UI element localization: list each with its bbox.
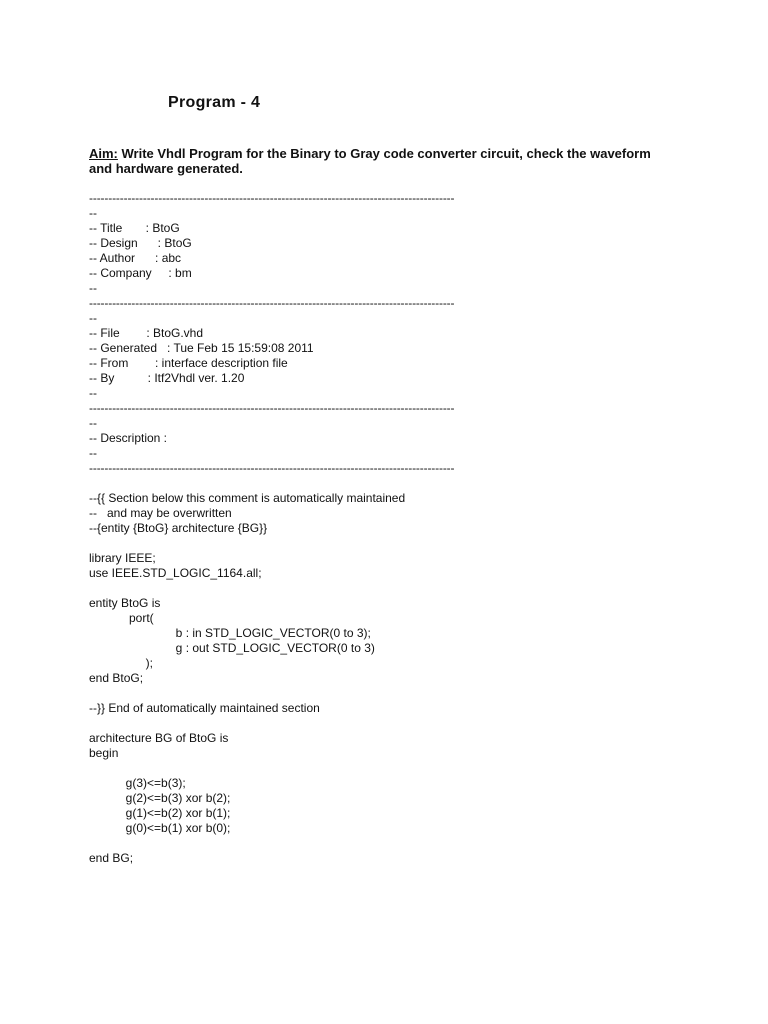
aim-label: Aim:	[89, 146, 118, 161]
code-line: b : in STD_LOGIC_VECTOR(0 to 3);	[89, 626, 371, 640]
code-line: g(1)<=b(2) xor b(1);	[89, 806, 231, 820]
code-line: g(3)<=b(3);	[89, 776, 186, 790]
code-line: --}} End of automatically maintained section	[89, 701, 320, 715]
code-line: -----------------------------------------------------------------------------------------------	[89, 296, 455, 310]
code-line: --	[89, 416, 97, 430]
code-line: --	[89, 311, 97, 325]
code-line	[89, 686, 729, 701]
code-line: g : out STD_LOGIC_VECTOR(0 to 3)	[89, 641, 375, 655]
code-line: --{{ Section below this comment is automatically maintained	[89, 491, 406, 505]
code-line: -- and may be overwritten	[89, 506, 232, 520]
code-line	[89, 716, 729, 731]
code-line: --{entity {BtoG} architecture {BG}}	[89, 521, 268, 535]
code-line: --	[89, 386, 97, 400]
aim-paragraph	[89, 146, 669, 176]
code-line: entity BtoG is	[89, 596, 161, 610]
aim-text: Write Vhdl Program for the Binary to Gray code converter circuit, check the waveform and hardware generated.	[89, 146, 651, 176]
code-line: begin	[89, 746, 119, 760]
code-line: use IEEE.STD_LOGIC_1164.all;	[89, 566, 262, 580]
code-line: port(	[89, 611, 154, 625]
code-line	[89, 581, 729, 596]
code-line: -- From : interface description file	[89, 356, 288, 370]
code-line: -- Author : abc	[89, 251, 182, 265]
vhdl-code-listing	[89, 191, 729, 866]
code-line: -- By : Itf2Vhdl ver. 1.20	[89, 371, 245, 385]
code-line: -----------------------------------------------------------------------------------------------	[89, 461, 455, 475]
code-line	[89, 761, 729, 776]
code-line: -- Title : BtoG	[89, 221, 180, 235]
code-line: --	[89, 446, 97, 460]
page-title: Program - 4	[168, 94, 261, 111]
code-line: end BtoG;	[89, 671, 144, 685]
code-line: -----------------------------------------------------------------------------------------------	[89, 401, 455, 415]
code-line: architecture BG of BtoG is	[89, 731, 229, 745]
code-line: end BG;	[89, 851, 134, 865]
code-line: g(2)<=b(3) xor b(2);	[89, 791, 231, 805]
code-line: -- Design : BtoG	[89, 236, 192, 250]
code-line	[89, 536, 729, 551]
code-line: -- File : BtoG.vhd	[89, 326, 204, 340]
code-line: -----------------------------------------------------------------------------------------------	[89, 191, 455, 205]
code-line: library IEEE;	[89, 551, 156, 565]
code-line: g(0)<=b(1) xor b(0);	[89, 821, 231, 835]
code-line: );	[89, 656, 154, 670]
code-line	[89, 836, 729, 851]
code-line: -- Description :	[89, 431, 168, 445]
code-line: -- Company : bm	[89, 266, 192, 280]
code-line	[89, 476, 729, 491]
code-line: --	[89, 281, 97, 295]
code-line: -- Generated : Tue Feb 15 15:59:08 2011	[89, 341, 314, 355]
code-line: --	[89, 206, 97, 220]
